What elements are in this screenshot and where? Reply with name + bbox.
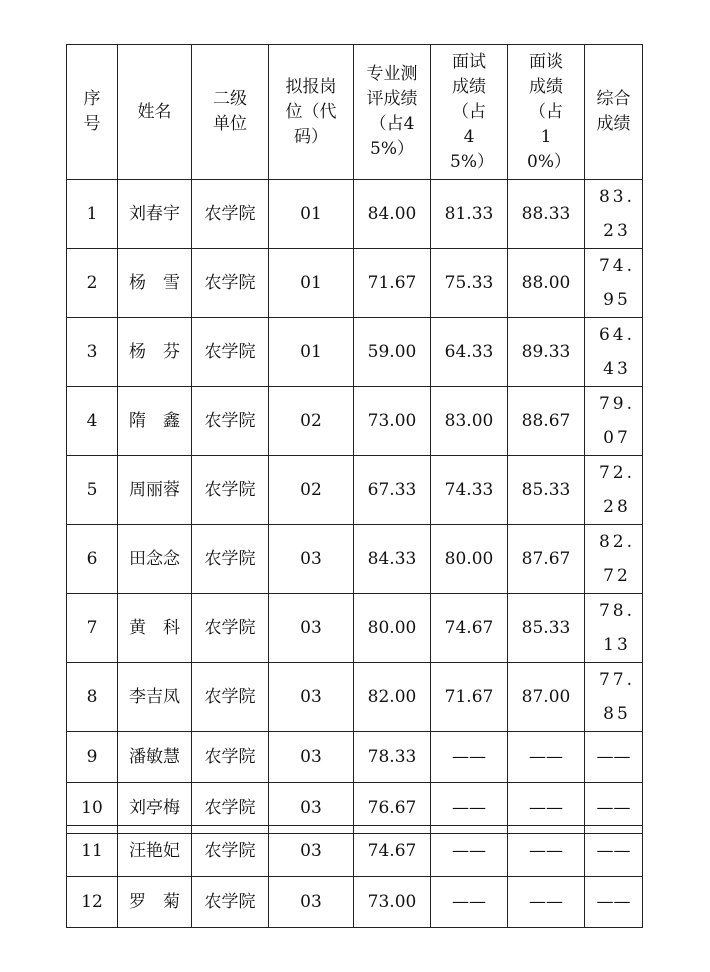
cell-unit-text: 农学院 xyxy=(204,342,256,362)
cell-total xyxy=(585,387,643,456)
cell-position xyxy=(269,249,354,318)
header-total: 综合成绩 xyxy=(585,45,643,180)
cell-position xyxy=(269,826,354,877)
table-row xyxy=(67,456,643,525)
cell-test xyxy=(354,318,431,387)
cell-unit xyxy=(192,732,269,783)
cell-unit-text: 农学院 xyxy=(204,841,256,861)
cell-position xyxy=(269,525,354,594)
cell-total-text: 78.13 xyxy=(598,601,636,655)
cell-test-text: 76.67 xyxy=(367,798,417,818)
table-row xyxy=(67,663,643,732)
cell-unit xyxy=(192,249,269,318)
cell-position-text: 01 xyxy=(300,204,322,224)
cell-test-text: 84.33 xyxy=(367,549,417,569)
cell-talk-text: 85.33 xyxy=(521,618,571,638)
cell-talk xyxy=(508,180,585,249)
cell-talk-text: —— xyxy=(529,841,563,861)
cell-interview xyxy=(431,456,508,525)
cell-test-text: 82.00 xyxy=(367,687,417,707)
cell-name xyxy=(118,525,192,594)
cell-index xyxy=(67,826,118,877)
cell-position-text: 02 xyxy=(300,480,322,500)
cell-test xyxy=(354,732,431,783)
cell-name xyxy=(118,877,192,928)
cell-talk-text: 85.33 xyxy=(521,480,571,500)
cell-name xyxy=(118,456,192,525)
cell-position xyxy=(269,180,354,249)
cell-position-text: 03 xyxy=(300,798,322,818)
cell-index-text: 6 xyxy=(86,549,98,569)
cell-talk xyxy=(508,249,585,318)
cell-unit-text: 农学院 xyxy=(204,411,256,431)
cell-total-text: 74.95 xyxy=(598,256,636,310)
table-header-row xyxy=(67,45,643,180)
cell-name xyxy=(118,594,192,663)
cell-interview xyxy=(431,387,508,456)
cell-total xyxy=(585,594,643,663)
cell-interview xyxy=(431,318,508,387)
cell-index-text: 3 xyxy=(86,342,98,362)
cell-test xyxy=(354,877,431,928)
cell-test xyxy=(354,594,431,663)
cell-name-text: 潘敏慧 xyxy=(129,747,180,767)
cell-unit-text: 农学院 xyxy=(204,892,256,912)
cell-talk-text: —— xyxy=(529,747,563,767)
header-position: 拟报岗位（代码） xyxy=(269,45,354,180)
cell-unit-text: 农学院 xyxy=(204,204,256,224)
cell-name xyxy=(118,249,192,318)
cell-total xyxy=(585,877,643,928)
cell-talk-text: —— xyxy=(529,892,563,912)
cell-index xyxy=(67,732,118,783)
cell-position-text: 03 xyxy=(300,841,322,861)
cell-total-text: —— xyxy=(596,892,631,912)
cell-position-text: 03 xyxy=(300,618,322,638)
cell-index-text: 5 xyxy=(86,480,98,500)
cell-unit xyxy=(192,387,269,456)
cell-test-text: 73.00 xyxy=(367,411,417,431)
cell-talk xyxy=(508,525,585,594)
cell-talk xyxy=(508,877,585,928)
cell-name xyxy=(118,663,192,732)
table-body-continued xyxy=(67,826,643,928)
cell-unit-text: 农学院 xyxy=(204,549,256,569)
cell-position xyxy=(269,456,354,525)
cell-index xyxy=(67,877,118,928)
cell-interview-text: 80.00 xyxy=(444,549,494,569)
cell-unit xyxy=(192,826,269,877)
cell-position-text: 02 xyxy=(300,411,322,431)
table-row xyxy=(67,180,643,249)
cell-unit xyxy=(192,594,269,663)
cell-total-text: —— xyxy=(596,841,631,861)
cell-name-text: 刘春宇 xyxy=(129,204,180,224)
cell-total xyxy=(585,456,643,525)
cell-name-text: 田念念 xyxy=(129,549,180,569)
cell-test xyxy=(354,826,431,877)
cell-unit xyxy=(192,318,269,387)
cell-index xyxy=(67,318,118,387)
cell-test-text: 59.00 xyxy=(367,342,417,362)
cell-interview-text: —— xyxy=(452,747,486,767)
cell-index-text: 11 xyxy=(81,841,103,861)
cell-interview xyxy=(431,663,508,732)
cell-unit xyxy=(192,663,269,732)
cell-name-text: 杨 芬 xyxy=(129,342,180,362)
cell-test xyxy=(354,180,431,249)
cell-index-text: 7 xyxy=(86,618,98,638)
cell-interview-text: 75.33 xyxy=(444,273,494,293)
cell-interview-text: 74.67 xyxy=(444,618,494,638)
cell-interview xyxy=(431,180,508,249)
cell-test-text: 71.67 xyxy=(367,273,417,293)
header-unit: 二级单位 xyxy=(192,45,269,180)
cell-total xyxy=(585,663,643,732)
cell-name-text: 周丽蓉 xyxy=(129,480,180,500)
cell-name xyxy=(118,826,192,877)
cell-interview-text: 83.00 xyxy=(444,411,494,431)
cell-unit xyxy=(192,180,269,249)
cell-interview xyxy=(431,826,508,877)
cell-unit xyxy=(192,525,269,594)
cell-index xyxy=(67,456,118,525)
cell-position-text: 03 xyxy=(300,747,322,767)
header-index: 序号 xyxy=(67,45,118,180)
cell-interview xyxy=(431,249,508,318)
cell-talk-text: 88.33 xyxy=(521,204,571,224)
cell-talk xyxy=(508,456,585,525)
cell-name-text: 汪艳妃 xyxy=(129,841,180,861)
cell-talk xyxy=(508,826,585,877)
cell-unit-text: 农学院 xyxy=(204,747,256,767)
cell-index-text: 8 xyxy=(86,687,98,707)
cell-name-text: 罗 菊 xyxy=(129,892,180,912)
cell-position-text: 03 xyxy=(300,892,322,912)
cell-talk-text: 88.00 xyxy=(521,273,571,293)
cell-talk xyxy=(508,387,585,456)
cell-index xyxy=(67,387,118,456)
cell-talk xyxy=(508,318,585,387)
cell-position-text: 03 xyxy=(300,687,322,707)
cell-talk-text: 87.00 xyxy=(521,687,571,707)
cell-test-text: 80.00 xyxy=(367,618,417,638)
cell-interview-text: 74.33 xyxy=(444,480,494,500)
cell-total-text: —— xyxy=(596,747,631,767)
cell-unit xyxy=(192,877,269,928)
cell-talk xyxy=(508,663,585,732)
table-body xyxy=(67,180,643,834)
cell-test-text: 84.00 xyxy=(367,204,417,224)
cell-interview-text: —— xyxy=(452,892,486,912)
cell-interview-text: —— xyxy=(452,841,486,861)
cell-total-text: 83.23 xyxy=(598,187,636,241)
cell-unit-text: 农学院 xyxy=(204,618,256,638)
table-row xyxy=(67,732,643,783)
cell-total xyxy=(585,732,643,783)
table-row xyxy=(67,877,643,928)
cell-position-text: 01 xyxy=(300,273,322,293)
cell-talk-text: —— xyxy=(529,798,563,818)
cell-position xyxy=(269,594,354,663)
cell-index-text: 4 xyxy=(86,411,98,431)
cell-test-text: 67.33 xyxy=(367,480,417,500)
cell-position xyxy=(269,732,354,783)
cell-name xyxy=(118,387,192,456)
cell-total-text: —— xyxy=(596,798,631,818)
cell-position xyxy=(269,387,354,456)
cell-interview xyxy=(431,732,508,783)
cell-total-text: 64.43 xyxy=(598,325,636,379)
cell-total-text: 82.72 xyxy=(598,532,636,586)
cell-name-text: 隋 鑫 xyxy=(129,411,180,431)
cell-test xyxy=(354,387,431,456)
cell-total-text: 72.28 xyxy=(598,463,636,517)
cell-interview-text: 64.33 xyxy=(444,342,494,362)
cell-position xyxy=(269,877,354,928)
header-talk: 面谈成绩（占10%） xyxy=(508,45,585,180)
cell-talk xyxy=(508,594,585,663)
cell-unit xyxy=(192,456,269,525)
cell-name-text: 刘亭梅 xyxy=(129,798,180,818)
table-row xyxy=(67,249,643,318)
table-row xyxy=(67,826,643,877)
cell-position-text: 03 xyxy=(300,549,322,569)
header-test: 专业测评成绩（占45%） xyxy=(354,45,431,180)
cell-index-text: 9 xyxy=(86,747,98,767)
cell-index-text: 2 xyxy=(86,273,98,293)
cell-name-text: 李吉凤 xyxy=(129,687,180,707)
cell-index-text: 12 xyxy=(81,892,103,912)
cell-total-text: 77.85 xyxy=(598,670,636,724)
cell-talk-text: 89.33 xyxy=(521,342,571,362)
cell-total xyxy=(585,249,643,318)
cell-position xyxy=(269,663,354,732)
cell-test xyxy=(354,525,431,594)
cell-interview-text: 71.67 xyxy=(444,687,494,707)
cell-index-text: 1 xyxy=(86,204,98,224)
cell-interview xyxy=(431,877,508,928)
cell-index xyxy=(67,249,118,318)
cell-name xyxy=(118,732,192,783)
cell-position xyxy=(269,318,354,387)
cell-index xyxy=(67,180,118,249)
cell-test-text: 73.00 xyxy=(367,892,417,912)
cell-talk-text: 88.67 xyxy=(521,411,571,431)
cell-talk-text: 87.67 xyxy=(521,549,571,569)
header-name: 姓名 xyxy=(118,45,192,180)
cell-interview xyxy=(431,525,508,594)
cell-total-text: 79.07 xyxy=(598,394,636,448)
cell-test-text: 74.67 xyxy=(367,841,417,861)
table-row xyxy=(67,387,643,456)
cell-unit-text: 农学院 xyxy=(204,687,256,707)
cell-index xyxy=(67,525,118,594)
header-interview: 面试成绩（占45%） xyxy=(431,45,508,180)
cell-talk xyxy=(508,732,585,783)
cell-total xyxy=(585,826,643,877)
cell-unit-text: 农学院 xyxy=(204,480,256,500)
cell-interview xyxy=(431,594,508,663)
cell-name-text: 杨 雪 xyxy=(129,273,180,293)
cell-name xyxy=(118,318,192,387)
cell-interview-text: 81.33 xyxy=(444,204,494,224)
cell-interview-text: —— xyxy=(452,798,486,818)
cell-index xyxy=(67,663,118,732)
cell-total xyxy=(585,180,643,249)
cell-test xyxy=(354,663,431,732)
cell-name xyxy=(118,180,192,249)
cell-name-text: 黄 科 xyxy=(129,618,180,638)
cell-unit-text: 农学院 xyxy=(204,798,256,818)
cell-total xyxy=(585,318,643,387)
scores-table-continued xyxy=(66,825,643,928)
cell-unit-text: 农学院 xyxy=(204,273,256,293)
table-row xyxy=(67,318,643,387)
cell-index xyxy=(67,594,118,663)
table-row xyxy=(67,594,643,663)
cell-total xyxy=(585,525,643,594)
cell-position-text: 01 xyxy=(300,342,322,362)
cell-index-text: 10 xyxy=(81,798,103,818)
cell-test xyxy=(354,456,431,525)
cell-test-text: 78.33 xyxy=(367,747,417,767)
cell-test xyxy=(354,249,431,318)
scores-table xyxy=(66,44,643,834)
table-row xyxy=(67,525,643,594)
